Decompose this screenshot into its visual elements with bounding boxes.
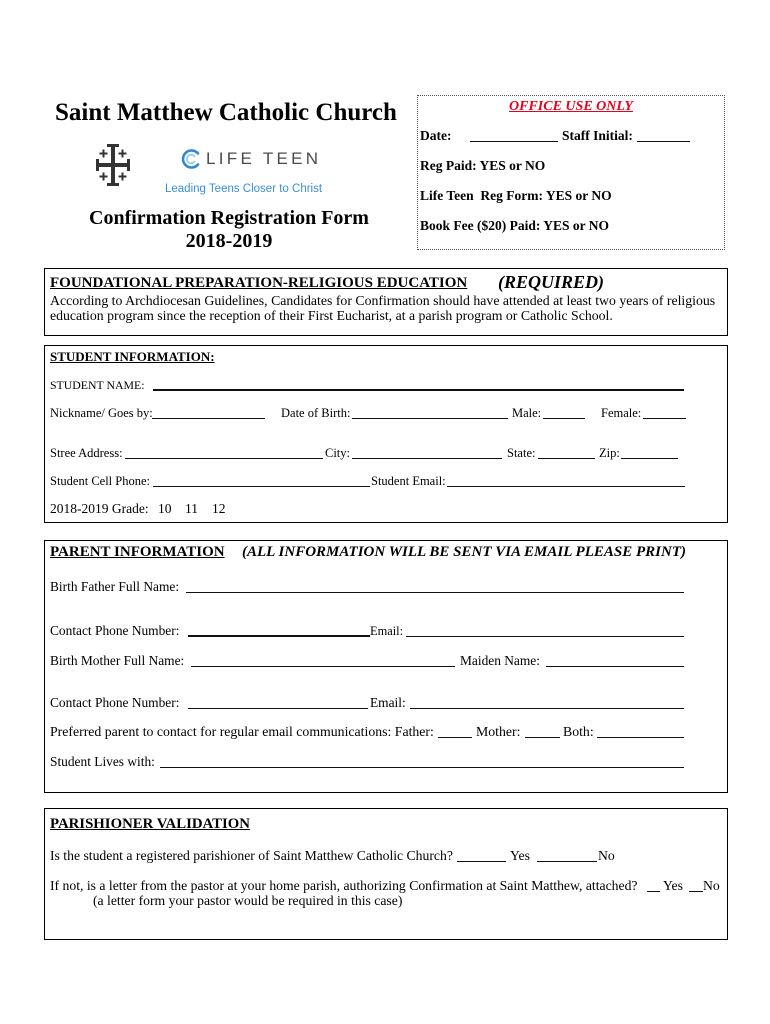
state-field[interactable]: [538, 458, 595, 459]
preferred-contact-line: [45, 724, 727, 740]
parishioner-heading: PARISHIONER VALIDATION: [50, 816, 250, 832]
preferred-contact-label: Preferred parent to contact for regular email communications: Father:: [50, 724, 434, 739]
father-name-line: [45, 579, 727, 595]
father-email-field[interactable]: [406, 636, 684, 637]
maiden-name-field[interactable]: [546, 666, 684, 667]
office-use-title: OFFICE USE ONLY: [509, 99, 633, 114]
father-phone-field[interactable]: [188, 635, 370, 637]
form-title-block: [60, 207, 398, 253]
letter-yes-label: Yes: [663, 878, 683, 893]
letter-yes-field[interactable]: [647, 891, 660, 892]
female-field[interactable]: [643, 418, 686, 419]
parent-heading: PARENT INFORMATION: [50, 544, 225, 560]
male-field[interactable]: [543, 418, 585, 419]
parent-section: [44, 540, 728, 793]
parishioner-heading-line: [45, 816, 727, 832]
student-heading-line: [45, 349, 727, 365]
registered-parishioner-line: [45, 848, 727, 864]
life-teen-logo: [165, 148, 335, 198]
preferred-both-field[interactable]: [597, 737, 684, 738]
office-date-field[interactable]: [470, 141, 558, 142]
student-name-label: STUDENT NAME:: [50, 378, 145, 392]
nickname-field[interactable]: [152, 418, 265, 419]
date-of-birth-label: Date of Birth:: [281, 406, 351, 420]
foundational-body: According to Archdiocesan Guidelines, Candidates for Confirmation should have attended at least two years of religious education program since the reception of their First Eucharist, at a parish program or Catholic School.: [50, 292, 716, 323]
preferred-mother-field[interactable]: [525, 737, 560, 738]
pastor-letter-note: (a letter form your pastor would be required in this case): [93, 893, 403, 908]
office-life-teen-reg-line: [418, 188, 724, 204]
pastor-letter-note-line: [45, 893, 727, 909]
office-date-line: [418, 128, 724, 144]
student-address-line: [45, 445, 727, 461]
father-contact-line: [45, 623, 727, 639]
office-book-fee: Book Fee ($20) Paid: YES or NO: [420, 218, 609, 233]
office-use-box: [417, 95, 725, 250]
nickname-label: Nickname/ Goes by:: [50, 406, 153, 420]
registered-no-field[interactable]: [537, 861, 597, 862]
office-book-fee-line: [418, 218, 724, 234]
pastor-letter-line: [45, 878, 727, 894]
preferred-both-label: Both:: [563, 724, 594, 739]
cross-icon: [95, 143, 131, 187]
letter-no-field[interactable]: [689, 891, 703, 892]
father-phone-label: Contact Phone Number:: [50, 623, 180, 638]
father-name-label: Birth Father Full Name:: [50, 579, 180, 594]
student-heading: STUDENT INFORMATION:: [50, 349, 215, 364]
father-email-label: Email:: [370, 624, 404, 638]
date-of-birth-field[interactable]: [352, 418, 508, 419]
form-title: Confirmation Registration Form: [89, 207, 369, 229]
grade-option-12[interactable]: 12: [212, 501, 226, 516]
state-label: State:: [507, 446, 536, 460]
foundational-section: [44, 268, 728, 336]
office-reg-paid-line: [418, 158, 724, 174]
registered-yes-label: Yes: [510, 848, 530, 863]
registered-question: Is the student a registered parishioner of Saint Matthew Catholic Church?: [50, 848, 453, 863]
student-cell-phone-label: Student Cell Phone:: [50, 474, 150, 488]
office-reg-paid: Reg Paid: YES or NO: [420, 158, 546, 173]
mother-phone-field[interactable]: [188, 708, 368, 709]
student-email-field[interactable]: [447, 486, 685, 487]
mother-contact-line: [45, 695, 727, 711]
student-grade-line: [45, 501, 727, 517]
parent-heading-line: [45, 544, 727, 560]
foundational-heading-line: [45, 275, 727, 291]
life-teen-circle-icon: [178, 149, 204, 169]
parishioner-section: [44, 808, 728, 940]
lives-with-field[interactable]: [160, 767, 684, 768]
mother-email-label: Email:: [370, 695, 406, 710]
life-teen-brand: LIFE TEEN: [206, 149, 322, 168]
grade-option-11[interactable]: 11: [185, 501, 198, 516]
letter-no-label: No: [703, 878, 720, 893]
zip-label: Zip:: [599, 446, 620, 460]
parent-email-note: (ALL INFORMATION WILL BE SENT VIA EMAIL PLEASE PRINT): [242, 544, 686, 560]
male-label: Male:: [512, 406, 542, 420]
office-staff-initial-label: Staff Initial:: [562, 128, 633, 143]
zip-field[interactable]: [621, 458, 678, 459]
student-cell-phone-field[interactable]: [153, 486, 370, 487]
student-name-field[interactable]: [153, 389, 684, 391]
lives-with-line: [45, 754, 727, 770]
street-address-label: Stree Address:: [50, 446, 123, 460]
office-life-teen-reg-form: Life Teen Reg Form: YES or NO: [420, 188, 612, 203]
required-label: (REQUIRED): [498, 272, 605, 292]
father-name-field[interactable]: [186, 592, 684, 593]
female-label: Female:: [601, 406, 642, 420]
student-nickname-line: [45, 405, 727, 421]
mother-phone-label: Contact Phone Number:: [50, 695, 180, 710]
office-staff-initial-field[interactable]: [637, 141, 690, 142]
maiden-name-label: Maiden Name:: [460, 653, 540, 668]
registered-no-label: No: [598, 848, 615, 863]
preferred-father-field[interactable]: [438, 737, 472, 738]
grade-option-10[interactable]: 10: [158, 501, 172, 516]
grade-label: 2018-2019 Grade:: [50, 501, 149, 516]
office-date-label: Date:: [420, 128, 452, 143]
city-label: City:: [325, 446, 351, 460]
city-field[interactable]: [352, 458, 502, 459]
registered-yes-field[interactable]: [457, 861, 506, 862]
life-teen-tagline: Leading Teens Closer to Christ: [165, 183, 323, 195]
foundational-heading: FOUNDATIONAL PREPARATION-RELIGIOUS EDUCATION: [50, 275, 468, 291]
church-name: Saint Matthew Catholic Church: [55, 99, 397, 126]
lives-with-label: Student Lives with:: [50, 754, 155, 769]
mother-name-label: Birth Mother Full Name:: [50, 653, 185, 668]
student-contact-line: [45, 473, 727, 489]
street-address-field[interactable]: [125, 458, 323, 459]
pastor-letter-question: If not, is a letter from the pastor at your home parish, authorizing Confirmation at Saint Matthew, attached?: [50, 878, 638, 893]
student-name-line: [45, 377, 727, 393]
mother-name-line: [45, 653, 727, 669]
form-year: 2018-2019: [185, 230, 273, 252]
preferred-mother-label: Mother:: [476, 724, 521, 739]
mother-name-field[interactable]: [191, 666, 455, 667]
student-email-label: Student Email:: [371, 474, 446, 488]
mother-email-field[interactable]: [410, 708, 684, 709]
student-section: [44, 345, 728, 523]
